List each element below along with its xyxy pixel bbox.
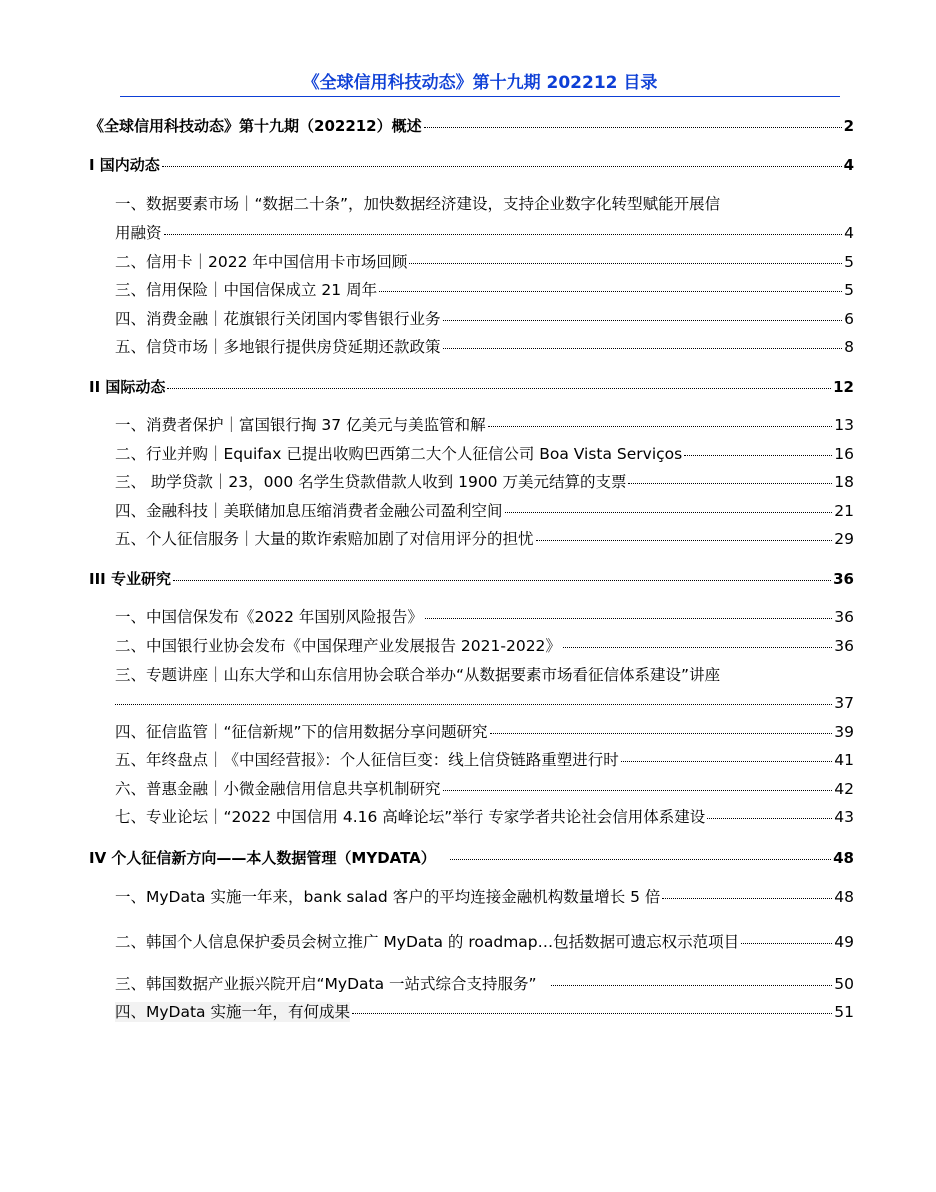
toc-item-label: 五、个人征信服务｜大量的欺诈索赔加剧了对信用评分的担忧	[115, 530, 534, 548]
toc-section-international[interactable]	[89, 377, 854, 397]
toc-item[interactable]	[115, 887, 854, 907]
toc-item[interactable]	[115, 444, 854, 464]
toc-item[interactable]	[115, 501, 854, 521]
toc-section-label: III 专业研究	[89, 570, 171, 588]
toc-item-label: 六、普惠金融｜小微金融信用信息共享机制研究	[115, 780, 441, 798]
toc-page-number: 42	[834, 780, 854, 798]
toc-entry-label: 《全球信用科技动态》第十九期（202212）概述	[89, 117, 422, 135]
toc-item[interactable]	[115, 807, 854, 827]
toc-item-first-line[interactable]: 一、数据要素市场｜“数据二十条”，加快数据经济建设，支持企业数字化转型赋能开展信	[115, 195, 721, 213]
dot-leader	[450, 859, 831, 860]
dot-leader	[741, 943, 832, 944]
toc-section-label: I 国内动态	[89, 156, 160, 174]
toc-section-label: IV 个人征信新方向——本人数据管理（MYDATA）	[89, 849, 436, 867]
toc-item[interactable]	[115, 779, 854, 799]
dot-leader	[164, 234, 843, 235]
dot-leader	[621, 761, 833, 762]
toc-item-label: 二、信用卡｜2022 年中国信用卡市场回顾	[115, 253, 408, 271]
toc-section-domestic[interactable]	[89, 155, 854, 175]
toc-page-number: 5	[844, 281, 854, 299]
toc-item-label: 四、消费金融｜花旗银行关闭国内零售银行业务	[115, 310, 441, 328]
dot-leader	[379, 291, 842, 292]
toc-page-number: 36	[834, 608, 854, 626]
toc-page-number: 2	[843, 117, 854, 135]
toc-section-label: II 国际动态	[89, 378, 166, 396]
toc-item-label: 四、MyData 实施一年，有何成果	[115, 1003, 350, 1021]
toc-page-number: 18	[834, 473, 854, 491]
toc-page-number: 5	[844, 253, 854, 271]
toc-item[interactable]	[115, 337, 854, 357]
toc-page-number: 4	[844, 224, 854, 242]
toc-page-number: 8	[844, 338, 854, 356]
toc-page-number: 43	[834, 808, 854, 826]
dot-leader	[167, 388, 831, 389]
toc-page-number: 48	[833, 849, 854, 867]
toc-item[interactable]	[115, 472, 854, 492]
dot-leader	[443, 320, 843, 321]
dot-leader	[425, 618, 832, 619]
toc-item-label: 七、专业论坛｜“2022 中国信用 4.16 高峰论坛”举行 专家学者共论社会信用体系建设	[115, 808, 706, 826]
toc-item[interactable]	[115, 252, 854, 272]
dot-leader	[115, 704, 832, 705]
toc-item-label: 三、信用保险｜中国信保成立 21 周年	[115, 281, 378, 299]
dot-leader	[490, 733, 833, 734]
toc-item-label: 二、韩国个人信息保护委员会树立推广 MyData 的 roadmap…包括数据可遗忘权示范项目	[115, 933, 740, 951]
toc-item[interactable]	[115, 693, 854, 713]
toc-section-mydata[interactable]	[89, 848, 854, 868]
toc-item[interactable]	[115, 636, 854, 656]
toc-item-label: 一、消费者保护｜富国银行掏 37 亿美元与美监管和解	[115, 416, 486, 434]
dot-leader	[684, 455, 832, 456]
dot-leader	[162, 166, 842, 167]
toc-item-label: 用融资	[115, 224, 162, 242]
toc-item[interactable]	[115, 529, 854, 549]
toc-page-number: 41	[834, 751, 854, 769]
dot-leader	[536, 540, 833, 541]
toc-item[interactable]	[115, 415, 854, 435]
toc-item-label: 五、信贷市场｜多地银行提供房贷延期还款政策	[115, 338, 441, 356]
dot-leader	[488, 426, 833, 427]
toc-item-label: 一、中国信保发布《2022 年国别风险报告》	[115, 608, 423, 626]
dot-leader	[424, 127, 842, 128]
toc-section-research[interactable]	[89, 569, 854, 589]
dot-leader	[443, 348, 843, 349]
toc-item-first-line[interactable]: 三、专题讲座｜山东大学和山东信用协会联合举办“从数据要素市场看征信体系建设”讲座	[115, 666, 721, 684]
toc-page-number: 36	[833, 570, 854, 588]
toc-item[interactable]	[115, 280, 854, 300]
toc-page-number: 49	[834, 933, 854, 951]
toc-item[interactable]	[115, 932, 854, 952]
toc-entry-overview[interactable]	[89, 116, 854, 136]
toc-item-label: 二、中国银行业协会发布《中国保理产业发展报告 2021-2022》	[115, 637, 561, 655]
toc-item-label: 五、年终盘点｜《中国经营报》：个人征信巨变：线上信贷链路重塑进行时	[115, 751, 619, 769]
toc-page-number: 48	[834, 888, 854, 906]
dot-leader	[409, 263, 842, 264]
toc-item-label: 一、MyData 实施一年来，bank salad 客户的平均连接金融机构数量增长 5 倍	[115, 888, 661, 906]
toc-item[interactable]	[115, 223, 854, 243]
toc-title: 《全球信用科技动态》第十九期 202212 目录	[120, 72, 840, 97]
toc-item[interactable]	[115, 1002, 854, 1022]
toc-item-label: 三、韩国数据产业振兴院开启“MyData 一站式综合支持服务”	[115, 975, 537, 993]
dot-leader	[352, 1013, 832, 1014]
toc-page-number: 12	[833, 378, 854, 396]
toc-item-label: 三、 助学贷款｜23，000 名学生贷款借款人收到 1900 万美元结算的支票	[115, 473, 627, 491]
toc-item[interactable]	[115, 750, 854, 770]
toc-page-number: 21	[834, 502, 854, 520]
dot-leader	[662, 898, 832, 899]
toc-page-number: 37	[834, 694, 854, 712]
toc-page-number: 50	[834, 975, 854, 993]
toc-item[interactable]	[115, 722, 854, 742]
toc-page-number: 29	[834, 530, 854, 548]
toc-page-number: 6	[844, 310, 854, 328]
dot-leader	[563, 647, 832, 648]
toc-item[interactable]	[115, 974, 854, 994]
dot-leader	[505, 512, 833, 513]
toc-item-label: 四、金融科技｜美联储加息压缩消费者金融公司盈利空间	[115, 502, 503, 520]
dot-leader	[173, 580, 831, 581]
dot-leader	[443, 790, 833, 791]
toc-page-number: 36	[834, 637, 854, 655]
dot-leader	[551, 985, 833, 986]
dot-leader	[707, 818, 832, 819]
toc-item-label: 四、征信监管｜“征信新规”下的信用数据分享问题研究	[115, 723, 488, 741]
toc-item[interactable]	[115, 607, 854, 627]
dot-leader	[628, 483, 832, 484]
toc-page-number: 16	[834, 445, 854, 463]
toc-page-number: 51	[834, 1003, 854, 1021]
toc-page-number: 39	[834, 723, 854, 741]
toc-item-label: 二、行业并购｜Equifax 已提出收购巴西第二大个人征信公司 Boa Vista Serviços	[115, 445, 683, 463]
toc-item[interactable]	[115, 309, 854, 329]
toc-page-number: 4	[843, 156, 854, 174]
toc-page-number: 13	[834, 416, 854, 434]
